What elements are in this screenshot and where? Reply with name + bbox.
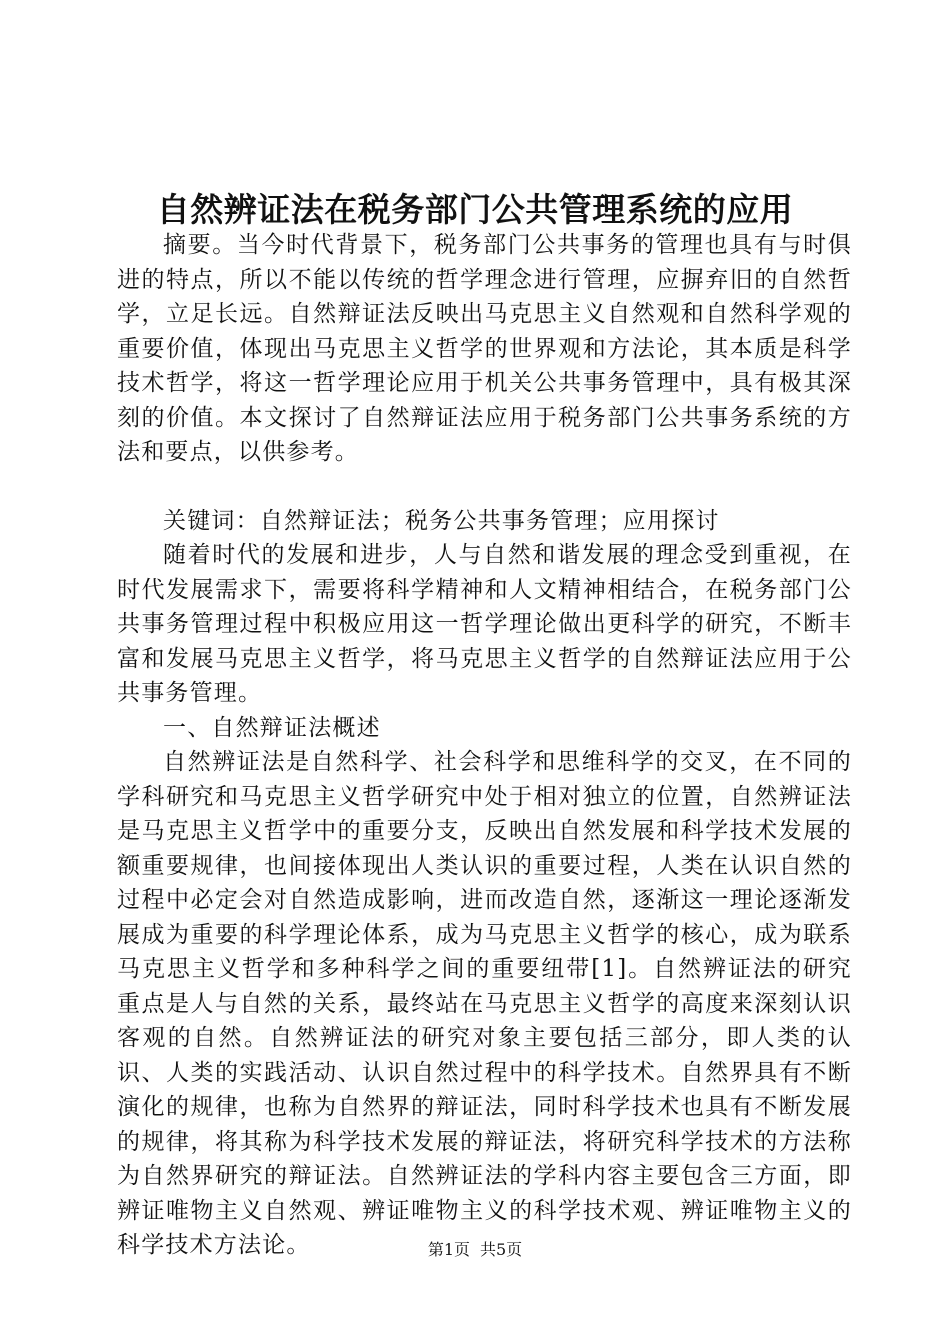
document-title: 自然辨证法在税务部门公共管理系统的应用 (156, 190, 794, 229)
keywords-paragraph: 关键词：自然辩证法；税务公共事务管理；应用探讨 (163, 507, 720, 534)
abstract-paragraph: 摘要。当今时代背景下，税务部门公共事务的管理也具有与时俱进的特点，所以不能以传统的哲学理念进行管理，应摒弃旧的自然哲学，立足长远。自然辩证法反映出马克思主义自然观和自然科学观的重要价值，体现出马克思主义哲学的世界观和方法论，其本质是科学技术哲学，将这一哲学理论应用于机关公共事务管理中，具有极其深刻的价值。本文探讨了自然辩证法应用于税务部门公共事务系统的方法和要点，以供参考。 (117, 232, 852, 465)
page-number: 第1页 (427, 1240, 470, 1259)
page-footer (0, 1238, 950, 1262)
section-heading: 一、自然辩证法概述 (163, 714, 381, 741)
page-total: 共5页 (480, 1240, 523, 1259)
section-body-paragraph: 自然辨证法是自然科学、社会科学和思维科学的交叉，在不同的学科研究和马克思主义哲学研究中处于相对独立的位置，自然辨证法是马克思主义哲学中的重要分支，反映出自然发展和科学技术发展的额重要规律，也间接体现出人类认识的重要过程，人类在认识自然的过程中必定会对自然造成影响，进而改造自然，逐渐这一理论逐渐发展成为重要的科学理论体系，成为马克思主义哲学的核心，成为联系马克思主义哲学和多种科学之间的重要纽带[1]。自然辨证法的研究重点是人与自然的关系，最终站在马克思主义哲学的高度来深刻认识客观的自然。自然辨证法的研究对象主要包括三部分，即人类的认识、人类的实践活动、认识自然过程中的科学技术。自然界具有不断演化的规律，也称为自然界的辩证法，同时科学技术也具有不断发展的规律，将其称为科学技术发展的辩证法，将研究科学技术的方法称为自然界研究的辩证法。自然辨证法的学科内容主要包含三方面，即辨证唯物主义自然观、辨证唯物主义的科学技术观、辨证唯物主义的科学技术方法论。 (117, 749, 852, 1258)
intro-paragraph: 随着时代的发展和进步，人与自然和谐发展的理念受到重视，在时代发展需求下，需要将科学精神和人文精神相结合，在税务部门公共事务管理过程中积极应用这一哲学理论做出更科学的研究，不断丰富和发展马克思主义哲学，将马克思主义哲学的自然辩证法应用于公共事务管理。 (117, 542, 852, 706)
document-body (117, 228, 852, 1263)
